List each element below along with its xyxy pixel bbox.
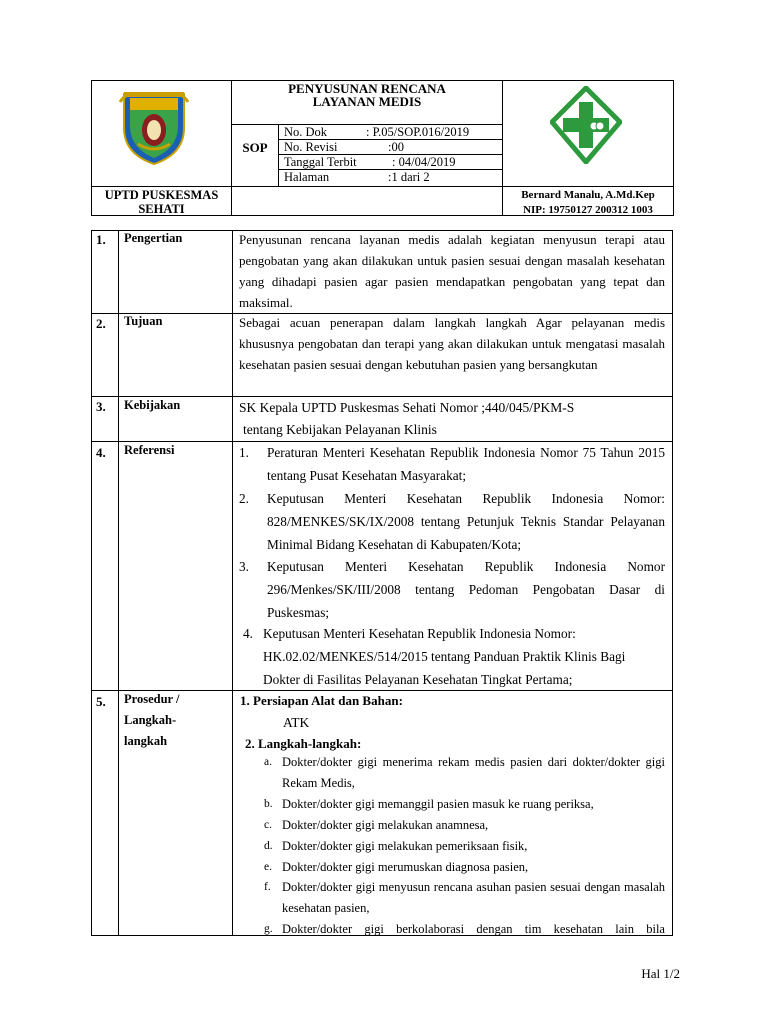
reference-item <box>239 555 665 624</box>
procedure-heading-steps: 2. Langkah-langkah: <box>245 736 362 751</box>
border-line <box>672 230 673 936</box>
reference-item <box>243 622 655 691</box>
border-line <box>232 230 233 936</box>
section-number: 3. <box>96 399 106 414</box>
reference-number: 2. <box>239 491 249 506</box>
label-line: Prosedur / <box>124 692 180 706</box>
procedure-step <box>264 815 665 836</box>
step-text: Dokter/dokter gigi menyusun rencana asuhan pasien sesuai dengan masalah kesehatan pasien, <box>282 880 665 915</box>
step-text: Dokter/dokter gigi memanggil pasien masuk ke ruang periksa, <box>282 797 594 811</box>
border-line <box>91 186 674 187</box>
section-label-prosedur <box>124 689 179 752</box>
step-letter: b. <box>264 798 273 810</box>
step-text: Dokter/dokter gigi berkolaborasi dengan tim kesehatan lain bila <box>282 922 665 936</box>
reference-text: Keputusan Menteri Kesehatan Republik Indonesia Nomor: HK.02.02/MENKES/514/2015 tentang Panduan Praktik Klinis Bagi Dokter di Fasilitas Pelayanan Kesehatan Tingkat Pertama; <box>263 626 626 687</box>
meta-row-page <box>284 170 430 184</box>
step-letter: e. <box>264 861 272 873</box>
meta-value: :00 <box>388 140 404 154</box>
step-text: Dokter/dokter gigi merumuskan diagnosa pasien, <box>282 860 529 874</box>
organization-name <box>92 188 231 216</box>
org-line: UPTD PUSKESMAS <box>104 188 219 202</box>
procedure-step <box>264 919 665 936</box>
document-title <box>232 82 502 108</box>
step-text: Dokter/dokter gigi menerima rekam medis pasien dari dokter/dokter gigi Rekam Medis, <box>282 755 665 790</box>
step-text: Dokter/dokter gigi melakukan anamnesa, <box>282 818 489 832</box>
border-line <box>118 230 119 936</box>
policy-line: SK Kepala UPTD Puskesmas Sehati Nomor ;440/045/PKM-S <box>239 400 575 415</box>
reference-number: 3. <box>239 559 249 574</box>
label-line: Langkah- <box>124 713 177 727</box>
meta-row-date <box>284 155 456 169</box>
preparation-item: ATK <box>283 715 310 730</box>
reference-number: 1. <box>239 445 249 460</box>
meta-key: Halaman <box>284 170 330 184</box>
meta-key: No. Dok <box>284 125 328 139</box>
meta-row-revision <box>284 140 404 154</box>
border-line <box>91 230 92 936</box>
section-number: 1. <box>96 232 106 247</box>
procedure-step <box>264 836 665 857</box>
border-line <box>278 124 279 186</box>
label-line: langkah <box>124 734 168 748</box>
meta-value: : P.05/SOP.016/2019 <box>366 125 470 139</box>
section-text-pengertian: Penyusunan rencana layanan medis adalah kegiatan menyusun terapi atau pengobatan yang akan dilakukan untuk pasien sesuai dengan masalah kesehatan yang dihadapi pasien agar pasien mendapatkan pengobatan yang tepat dan maksimal. <box>239 232 665 310</box>
step-letter: a. <box>264 756 272 768</box>
section-label-referensi: Referensi <box>124 443 175 457</box>
step-letter: g. <box>264 923 273 935</box>
reference-text: Keputusan Menteri Kesehatan Republik Indonesia Nomor: 828/MENKES/SK/IX/2008 tentang Petunjuk Teknis Standar Pelayanan Minimal Bidang Kesehatan di Kabupaten/Kota; <box>267 491 665 552</box>
regional-emblem-logo <box>118 88 190 166</box>
section-number: 5. <box>96 694 106 709</box>
border-line <box>502 80 503 216</box>
section-label-kebijakan: Kebijakan <box>124 398 181 412</box>
section-number: 4. <box>96 445 106 460</box>
title-line: LAYANAN MEDIS <box>312 94 422 109</box>
procedure-step <box>264 877 665 919</box>
meta-key: No. Revisi <box>284 140 338 154</box>
step-letter: c. <box>264 819 272 831</box>
signer-nip: NIP: 19750127 200312 1003 <box>523 203 653 216</box>
meta-key: Tanggal Terbit <box>284 155 357 169</box>
reference-item <box>239 487 665 556</box>
meta-value: :1 dari 2 <box>388 170 430 184</box>
step-letter: f. <box>264 881 271 893</box>
section-number: 2. <box>96 316 106 331</box>
page-number: Hal 1/2 <box>641 966 680 981</box>
step-text: Dokter/dokter gigi melakukan pemeriksaan fisik, <box>282 839 528 853</box>
puskesmas-logo <box>550 86 622 164</box>
step-letter: d. <box>264 840 273 852</box>
border-line <box>673 80 674 216</box>
signer-block <box>504 188 672 217</box>
policy-line: tentang Kebijakan Pelayanan Klinis <box>243 422 437 437</box>
procedure-step <box>264 752 665 794</box>
meta-row-doc <box>284 125 469 139</box>
procedure-heading-preparation: 1. Persiapan Alat dan Bahan: <box>240 693 403 708</box>
reference-number: 4. <box>243 626 253 641</box>
org-line: SEHATI <box>138 202 185 216</box>
reference-item <box>239 441 665 487</box>
procedure-step <box>264 794 665 815</box>
title-line: PENYUSUNAN RENCANA <box>288 81 446 96</box>
section-label-pengertian: Pengertian <box>124 231 183 245</box>
sop-label: SOP <box>242 140 268 155</box>
section-text-kebijakan <box>239 397 574 441</box>
meta-value: : 04/04/2019 <box>392 155 456 169</box>
section-text-tujuan: Sebagai acuan penerapan dalam langkah langkah Agar pelayanan medis khususnya pengobatan dan terapi yang akan dilakukan untuk mengatasi masalah kesehatan pasien sesuai dengan kebutuhan pasien yang bersangkutan <box>239 315 665 372</box>
reference-text: Peraturan Menteri Kesehatan Republik Indonesia Nomor 75 Tahun 2015 tentang Pusat Kesehatan Masyarakat; <box>267 445 665 483</box>
procedure-step <box>264 857 665 878</box>
reference-text: Keputusan Menteri Kesehatan Republik Indonesia Nomor 296/Menkes/SK/III/2008 tentang Pedoman Pengobatan Dasar di Puskesmas; <box>267 559 665 620</box>
section-label-tujuan: Tujuan <box>124 314 163 328</box>
signer-name: Bernard Manalu, A.Md.Kep <box>521 189 655 201</box>
